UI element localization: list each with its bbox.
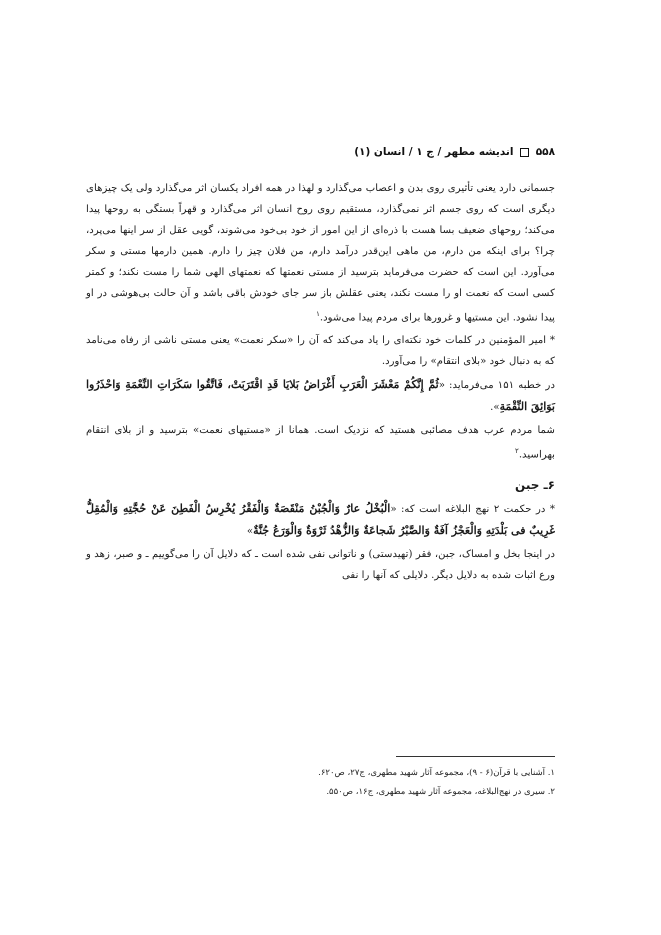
square-ornament-icon xyxy=(520,148,529,157)
khutba-quote: ثُمَّ إِنَّكُمْ مَعْشَرَ الْعَرَبِ أَغْرَاضُ بَلايَا قَدِ اقْتَرَبَتْ، فَاتَّقُوا سَكَرَاتِ النِّعْمَةِ وَاحْذَرُوا بَوَائِقَ النِّقْمَةِ xyxy=(86,378,555,414)
footnote-2: ۲. سیری در نهج‌البلاغه، مجموعه آثار شهید مطهری، ج۱۶، ص۵۵۰. xyxy=(326,787,555,797)
book-title: اندیشه مطهر / ج ۱ / انسان (۱) xyxy=(354,146,514,158)
page-number: ۵۵۸ xyxy=(535,146,555,158)
paragraph-2: * امیر المؤمنین در کلمات خود نکته‌ای را یاد می‌کند که آن را «سکر نعمت» یعنی مستی ناشی از رفاه می‌نامد که به دنبال خود «بلای انتقام» را می‌آورد. xyxy=(86,335,555,368)
footnote-1: ۱. آشنایی با قرآن(۶ - ۹)، مجموعه آثار شهید مطهری، ج۲۷، ص۶۲۰. xyxy=(318,768,555,778)
page-body xyxy=(86,178,555,586)
running-header xyxy=(86,146,555,158)
last-paragraph: در اینجا بخل و امساک، جبن، فقر (تهیدستی) و ناتوانی نفی شده است ـ که دلایل آن را می‌گوییم ـ و صبر، زهد و ورع اثبات شده به دلایل دیگر. دلایلی که آنها را نفی xyxy=(86,548,555,581)
paragraph-1: جسمانی دارد یعنی تأثیری روی بدن و اعصاب می‌گذارد و لهذا در همه افراد یکسان اثر می‌گذارد ولی یک چیزهای دیگری است که روی جسم اثر نمی‌گذارد، مستقیم روی روح انسان اثر می‌گذارد و قهراً بستگی به روحها پیدا می‌کند؛ روحهای ضعیف بسا هست با ذره‌ای از این امور از خود بی‌خود می‌شوند، گویی عقل از سر اینها می‌پرد، چرا؟ برای اینکه من دارم، من ماهی این‌قدر درآمد دارم، من فلان چیز را دارم. همین دارمها مستی و سکر می‌آورد. این است که حضرت می‌فرماید بترسید از مستی نعمتها که نعمتهای الهی شما را مست نکند؛ و کمتر کسی است که نعمت او را مست نکند، یعنی عقلش باز سر جای خودش باقی باشد و آن حالت بی‌هوشی در او پیدا نشود. این مستیها و غرورها برای مردم پیدا می‌شود.$^۱$ xyxy=(86,183,555,324)
hikmat-quote: الْبُخْلُ عارٌ وَالْجُبْنُ مَنْقَصَةٌ وَالْفَقْرُ يُخْرِسُ الْفَطِنَ عَنْ حُجَّتِهِ وَالْمُقِلُّ غَرِيبٌ فی بَلْدَتِهِ وَالْعَجْزُ آفَةٌ وَالصَّبْرُ شَجاعَةٌ وَالزُّهْدُ ثَرْوَةٌ وَالْوَرَعُ جُنَّةٌ xyxy=(86,501,555,537)
hikmat-paragraph: * در حکمت ۲ نهج البلاغه است که: «الْبُخْلُ عارٌ وَالْجُبْنُ مَنْقَصَةٌ وَالْفَقْرُ يُخْرِسُ الْفَطِنَ عَنْ حُجَّتِهِ وَالْمُقِلُّ غَرِيبٌ فی بَلْدَتِهِ وَالْعَجْزُ آفَةٌ وَالصَّبْرُ شَجاعَةٌ وَالزُّهْدُ ثَرْوَةٌ وَالْوَرَعُ جُنَّةٌ» xyxy=(86,501,555,537)
footnote-ref-1: ۱ xyxy=(316,310,320,318)
khutba-paragraph: در خطبه ۱۵۱ می‌فرماید: «ثُمَّ إِنَّكُمْ مَعْشَرَ الْعَرَبِ أَغْرَاضُ بَلايَا قَدِ اقْتَرَبَتْ، فَاتَّقُوا سَكَرَاتِ النِّعْمَةِ وَاحْذَرُوا بَوَائِقَ النِّقْمَةِ». xyxy=(86,378,556,414)
footnote-divider xyxy=(396,756,555,757)
section-heading: ۶ـ جبن xyxy=(515,477,555,492)
paragraph-3: شما مردم عرب هدف مصائبی هستید که نزدیک است. همانا از «مستیهای نعمت» بترسید و از بلای انتقام بهراسید.$^۲$ xyxy=(86,425,555,461)
footnote-ref-2: ۲ xyxy=(515,447,519,456)
